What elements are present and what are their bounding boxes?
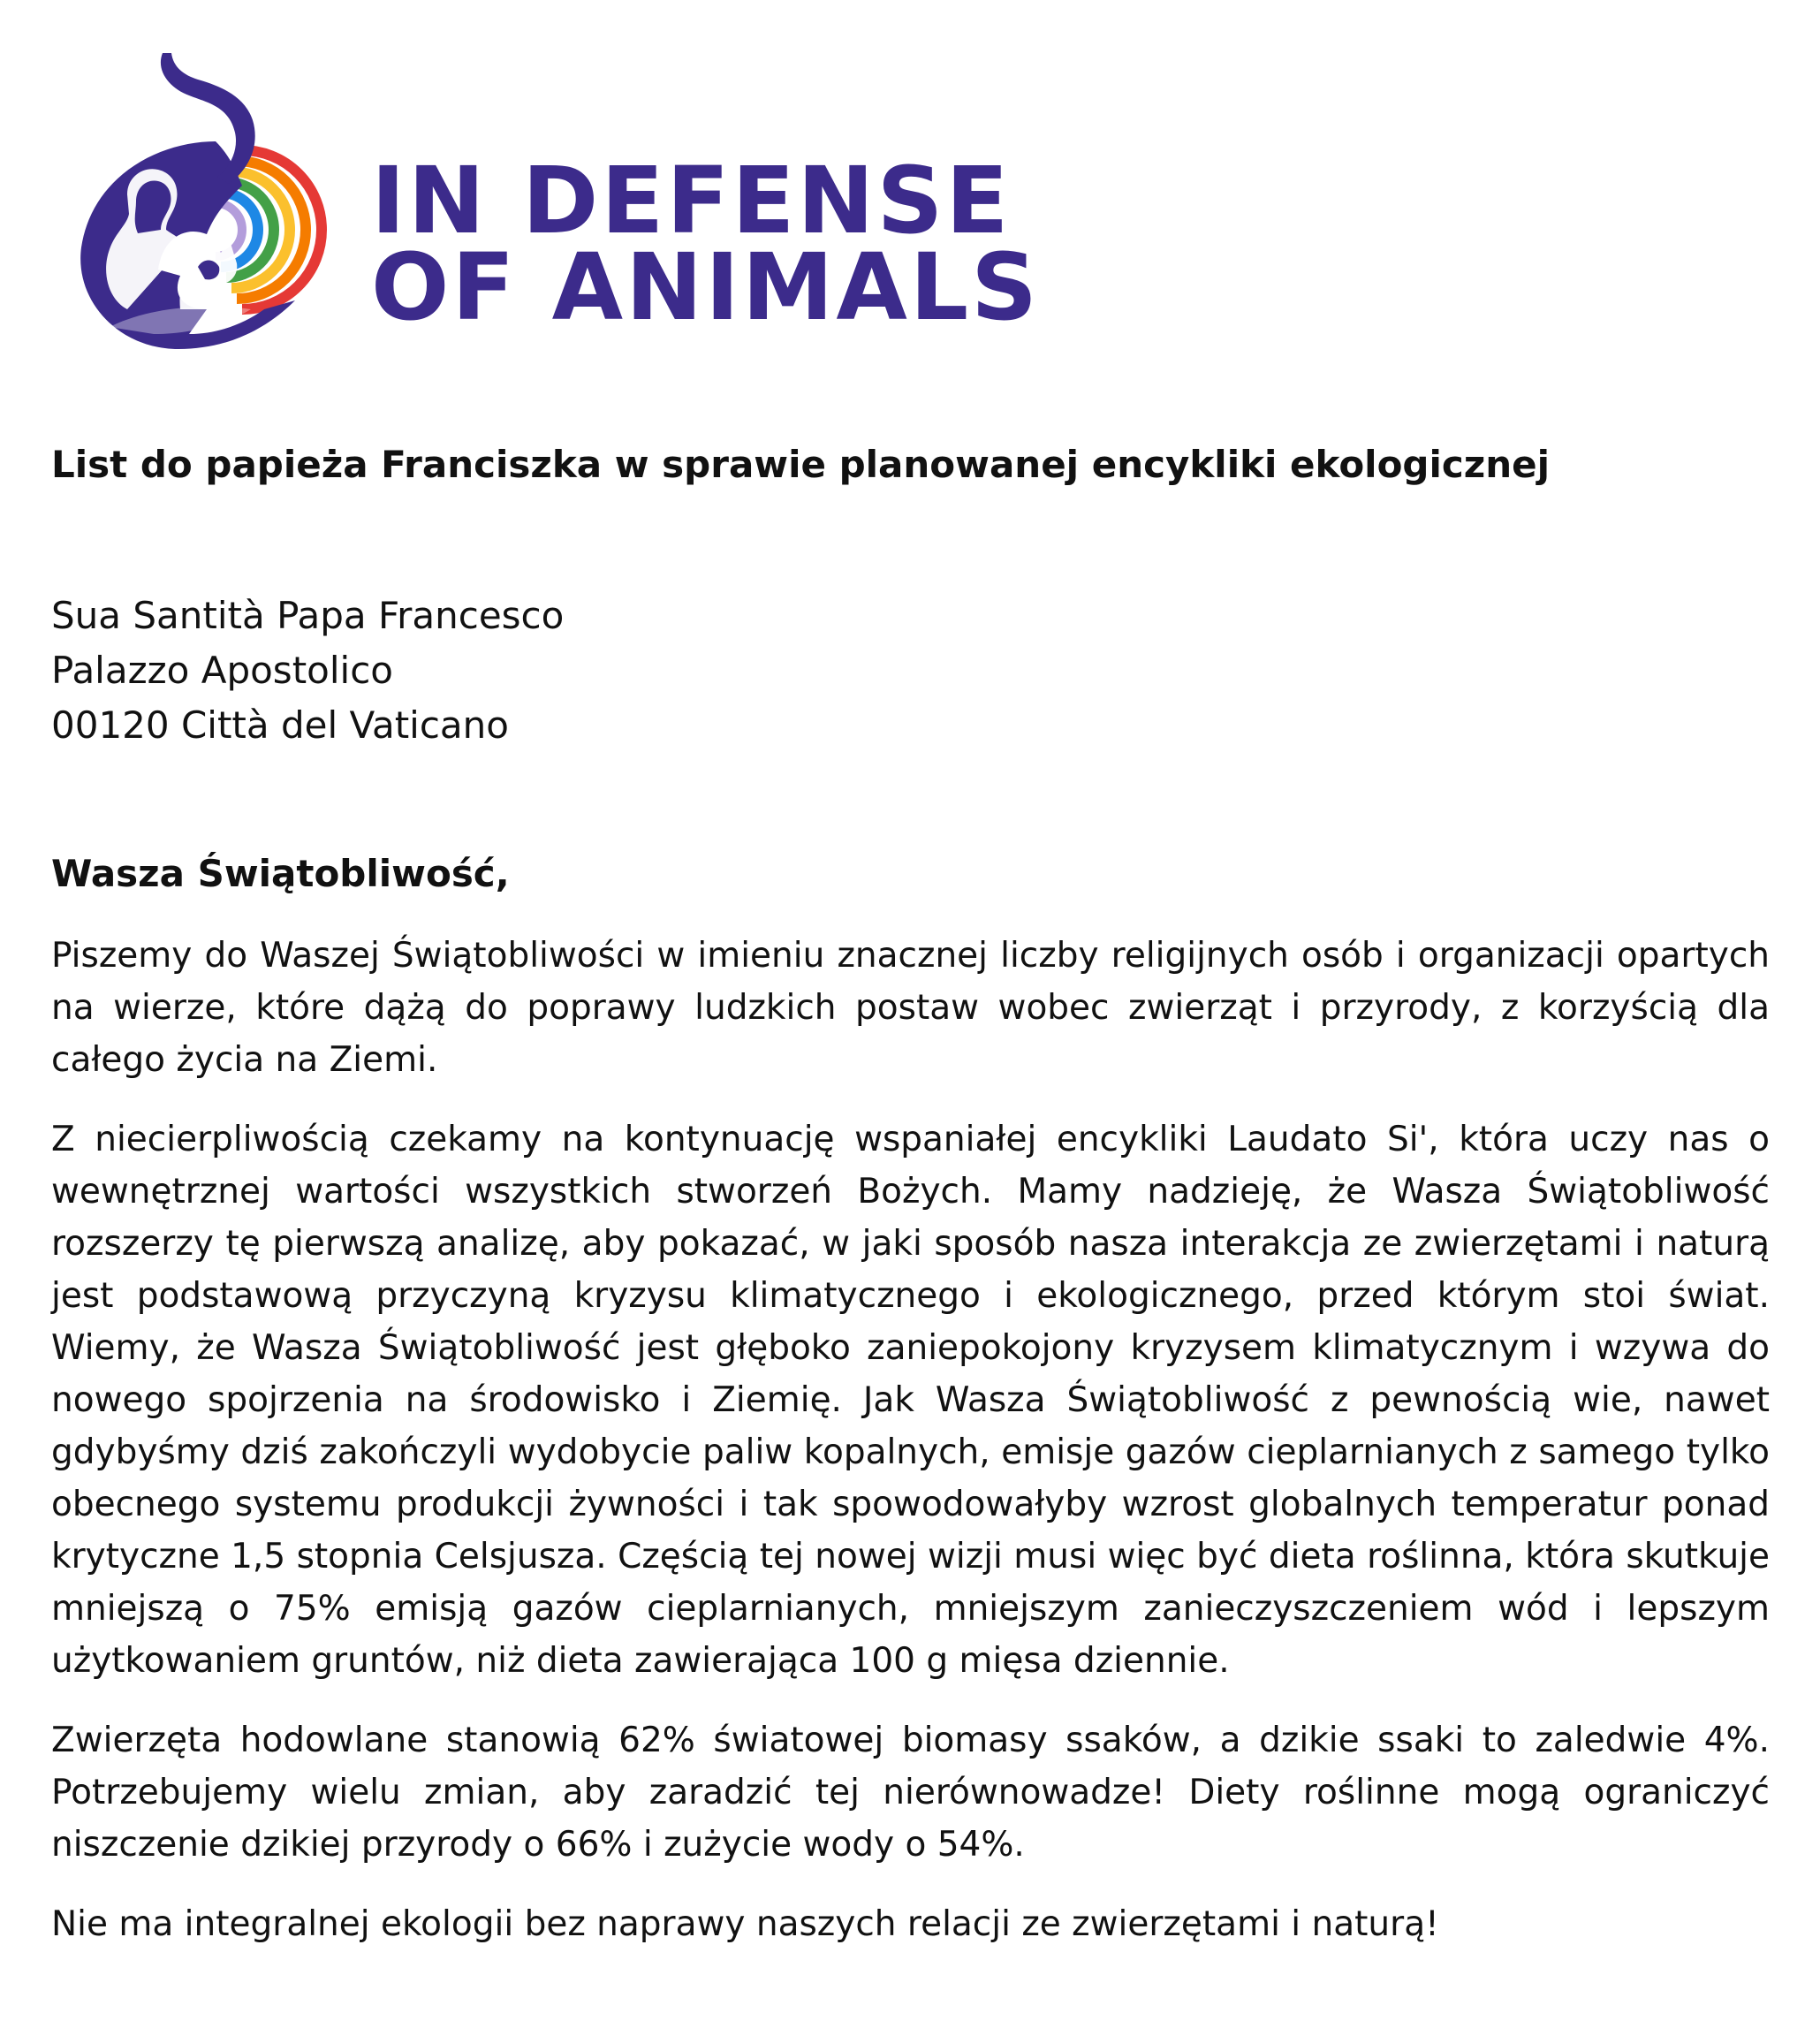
- paragraph-2: Z niecierpliwością czekamy na kontynuację wspaniałej encykliki Laudato Si', która uczy nas o wewnętrznej wartości wszystkich stworzeń Bożych. Mamy nadzieję, że Wasza Świątobliwość rozszerzy tę pierwszą analizę, aby pokazać, w jaki sposób nasza interakcja ze zwierzętami i naturą jest podstawową przyczyną kryzysu klimatycznego i ekologicznego, przed którym stoi świat. Wiemy, że Wasza Świątobliwość jest głęboko zaniepokojony kryzysem klimatycznym i wzywa do nowego spojrzenia na środowisko i Ziemię. Jak Wasza Świątobliwość z pewnością wie, nawet gdybyśmy dziś zakończyli wydobycie paliw kopalnych, emisje gazów cieplarnianych z samego tylko obecnego systemu produkcji żywności i tak spowodowałyby wzrost globalnych temperatur ponad krytyczne 1,5 stopnia Celsjusza. Częścią tej nowej wizji musi więc być dieta roślinna, która skutkuje mniejszą o 75% emisją gazów cieplarnianych, mniejszym zanieczyszczeniem wód i lepszym użytkowaniem gruntów, niż dieta zawierająca 100 g mięsa dziennie.: [51, 1120, 1770, 1681]
- paragraph-3: Zwierzęta hodowlane stanowią 62% światowej biomasy ssaków, a dzikie ssaki to zaledwie 4%. Potrzebujemy wielu zmian, aby zaradzić tej nierównowadze! Diety roślinne mogą ograniczyć niszczenie dzikiej przyrody o 66% i zużycie wody o 54%.: [51, 1721, 1770, 1865]
- brand-line-2: OF ANIMALS: [371, 233, 1041, 341]
- letter-body: [51, 930, 1770, 1978]
- animals-circle-icon: [74, 44, 339, 380]
- recipient-address: [51, 589, 564, 753]
- letter-title: List do papieża Franciszka w sprawie planowanej encykliki ekologicznej: [51, 443, 1551, 486]
- paragraph-4: Nie ma integralnej ekologii bez naprawy naszych relacji ze zwierzętami i naturą!: [51, 1904, 1439, 1944]
- brand-logo: [74, 44, 1041, 380]
- salutation: Wasza Świątobliwość,: [51, 852, 510, 895]
- address-line-2: Palazzo Apostolico: [51, 649, 393, 692]
- brand-line-1: IN DEFENSE: [371, 147, 1012, 254]
- address-line-3: 00120 Città del Vaticano: [51, 703, 509, 747]
- paragraph-1: Piszemy do Waszej Świątobliwości w imieniu znacznej liczby religijnych osób i organizacji opartych na wierze, które dążą do poprawy ludzkich postaw wobec zwierząt i przyrody, z korzyścią dla całego życia na Ziemi.: [51, 936, 1770, 1080]
- address-line-1: Sua Santità Papa Francesco: [51, 594, 565, 637]
- brand-wordmark: [371, 147, 1041, 341]
